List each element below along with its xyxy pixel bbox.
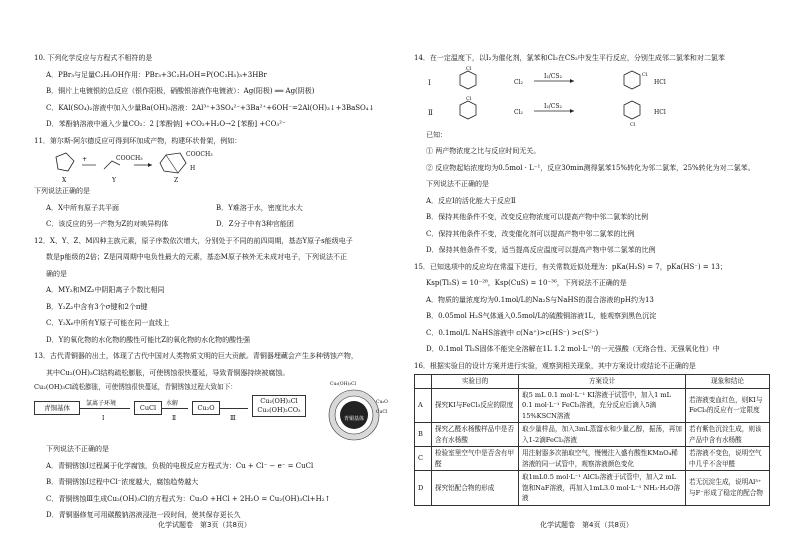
q11-stem: 11．第尔斯-阿尔德反应可得到环加成产物，构建环状骨架，例如： [34,136,242,145]
q11-ask: 下列说法正确的是 [34,187,90,195]
table-header-row [415,375,770,389]
row-id: C [415,447,432,471]
table-row [415,423,770,447]
q10-option-c: C．KAl(SO₄)₂溶液中加入少量Ba(OH)₂溶液：2Al³⁺+3SO₄²⁻+3Ba²⁺+6OH⁻=2Al(OH)₃↓+3BaSO₄↓ [46,103,375,112]
q14-known-2: ② 反应物起始浓度均为0.5mol · L⁻¹，反应30min测得氯苯15%转化为邻二氯苯，25%转化为对二氯苯。 [426,163,755,172]
q16-stem: 16．根据实验目的设计方案并进行实验，观察到相关现象，其中方案设计或结论不正确的是 [414,361,696,370]
left-page-footer: 化学试题卷 第3页（共8页） [158,521,251,529]
row-plan: 取少量样品，加入3mL蒸馏水和少量乙醇，振荡，再加入1-2滴FeCl₃溶液 [519,423,686,447]
header-id [415,375,432,389]
row-result: 若无沉淀生成，说明Al³⁺与F⁻形成了稳定的配合物 [686,471,770,506]
q13-arrow1-label: 氯离子环境 [86,400,117,407]
q13-box-cucl: CuCl [134,401,162,415]
q13-box-cu2o: Cu₂O [192,401,220,415]
q15-stem-line2: Ksp(Tl₂S) = 10⁻²⁸，Ksp(CuS) = 10⁻³⁶，下列说法不正确的是 [426,279,627,287]
row-plan: 取1mL0.5 mol·L⁻¹ AlCl₃溶液于试管中，加入2 mL饱和NaF溶液，再加入1mL3.0 mol·L⁻¹ NH₃·H₂O溶液 [519,471,686,506]
row-id: A [415,388,432,423]
q13-layer3-label: CuCl [376,410,388,415]
q11-option-d: D．Z分子中有3种官能团 [216,220,294,228]
q11-y-substituent: COOCH₃ [116,155,143,162]
q15-option-a: A．物质的量浓度均为0.1mol/L的Na₂S与NaHS的混合溶液的pH约为13 [426,295,654,304]
q11-reaction-scheme [34,149,394,183]
q13-box-bronze: 青铜基体 [34,401,80,415]
row-result: 若溶液变血红色，则KI与FeCl₃的反应有一定限度 [686,388,770,423]
row-plan: 用注射器多次抽取空气，慢慢注入盛有酸性KMnO₄稀溶液的同一试管中，观察溶液颜色变化 [519,447,686,471]
q13-arrow3-roman: Ⅲ [230,415,236,422]
q14-option-d: D．保持其他条件不变，适当提高反应温度可以提高产物中邻二氯苯的比例 [426,246,656,254]
row-result: 若有紫色沉淀生成，则该产品中含有水杨酸 [686,423,770,447]
q14-option-a: A．反应Ⅰ的活化能大于反应Ⅱ [426,196,516,205]
row-goal: 探究铝配合物的形成 [432,471,519,506]
q16-experiment-table [414,374,770,506]
q11-label-z: Z [174,177,179,184]
q13-stem-line2: 其中Cu₂(OH)₃Cl结构疏松膨胀，可使锈蚀很快蔓延，导致青铜器持续被腐蚀。 [46,368,290,377]
q13-core-label: 青铜基体 [343,416,364,422]
header-plan: 方案设计 [519,375,686,389]
q13-stem-line3: Cu₂(OH)₃Cl疏松膨胀，可使锈蚀很快蔓延，青铜锈蚀过程大致如下： [34,383,237,391]
q12-option-a: A．MY₂和MZ₂中阴阳离子个数比相同 [46,286,165,294]
q14-roman-i: Ⅰ [428,78,431,87]
q14-known-1: ① 两产物浓度之比与反应时间无关。 [426,147,541,155]
q14-option-b: B．保持其他条件不变，改变反应物浓度可以提高产物中邻二氯苯的比例 [426,213,649,221]
q13-arrow-3 [220,408,248,409]
q14-cl-label-4: Cl [630,121,636,128]
q10-option-a: A．PBr₃与足量C₂H₅OH作用：PBr₃+3C₂H₅OH=P(OC₂H₅)₃+3HBr [46,70,267,79]
q14-catalyst-1: I₂/CS₂ [544,72,562,80]
header-result: 现象和结论 [686,375,770,389]
row-goal: 检验室里空气中是否含有甲醛 [432,447,519,471]
q12-option-b: B．Y₂Z₂中含有3个σ键和2个π键 [46,302,148,311]
q13-option-c: C．青铜锈蚀Ⅲ生成Cu₂(OH)₃Cl的方程式为：Cu₂O +HCl + 2H₂O = Cu₂(OH)₃Cl+H₂↑ [46,494,331,503]
q15-option-d: D．0.1mol Tl₂S固体不能完全溶解在1L 1.2 mol·L⁻¹的一元强酸（无络合性、无强氧化性）中 [426,345,720,353]
q15-option-b: B．0.05mol H₂S气体通入0.5mol/L的硫酸铜溶液1L，能观察到黑色沉淀 [426,312,657,320]
q14-ask: 下列说法不正确的是 [426,180,489,188]
row-id: D [415,471,432,506]
table-row [415,447,770,471]
q13-arrow2-label: 水解 [166,400,179,407]
row-plan: 取5 mL 0.1 mol·L⁻¹ KI溶液于试管中，加入1 mL 0.1 mol·L⁻¹ FeCl₃溶液，充分反应后滴入5滴15%KSCN溶液 [519,388,686,423]
q11-option-b: B．Y难溶于水，密度比水大 [216,203,303,212]
q10-option-d: D．苯酚钠溶液中通入少量CO₂：2 [苯酚钠] +CO₂+H₂O→2 [苯酚] +CO₃²⁻ [46,120,286,128]
q13-product-carbonate: Cu₂(OH)₂CO₃ [257,406,301,414]
q11-z-substituent: COOCH₃ [186,151,213,158]
left-page [34,50,394,524]
q12-stem-line1: 12．X、Y、Z、M四种主族元素，原子序数依次增大，分别处于不同的前四周期，基态Y原子s能级电子 [34,236,353,245]
q11-label-x: X [62,177,67,184]
row-goal: 探究KI与FeCl₃反应的限度 [432,388,519,423]
q14-hcl-2: HCl [654,108,666,116]
q14-stem: 14．在一定温度下，以I₂为催化剂，氯苯和Cl₂在CS₂中发生平行反应，分别生成邻二氯苯和对二氯苯 [414,54,725,62]
q10-option-b: B．铜片上电镀银的总反应（银作阳极，硝酸银溶液作电镀液）：Ag(阳极) ══ Ag(阴极) [46,87,315,95]
q13-ask: 下列说法不正确的是 [46,445,109,453]
q14-cl2-2: Cl₂ [514,108,523,116]
table-row [415,471,770,506]
q12-option-d: D．Y的氧化物的水化物的酸性可能比Z的氧化物的水化物的酸性强 [46,335,251,344]
svg-text:+: + [82,156,88,163]
q14-hcl-1: HCl [654,78,666,86]
row-goal: 探究乙醛水杨酸样品中是否含有水杨酸 [432,423,519,447]
q13-option-a: A．青铜锈蚀Ⅰ过程属于化学腐蚀，负极的电极反应方程式为：Cu + Cl⁻ − e⁻ = CuCl [46,461,314,470]
q14-catalyst-2: I₂/CS₂ [544,102,562,110]
q14-option-c: C．保持其他条件不变，改变催化剂可以提高产物中邻二氯苯的比例 [426,229,635,238]
q12-option-c: C．Y₂X₆中所有Y原子可能在同一直线上 [46,319,170,327]
q11-options-cd [34,216,394,233]
q14-cl-label-2: Cl [642,71,648,78]
q13-arrow1-roman: Ⅰ [102,415,105,422]
q13-product-chloride: Cu₂(OH)₃Cl [260,397,298,405]
q13-corrosion-diagram [34,381,394,441]
q13-option-d: D．青铜器修复可用碳酸钠溶液浸泡一段时间，使其保存更长久 [46,511,241,519]
q10-stem: 10. 下列化学反应与方程式不相符的是 [34,54,153,62]
q15-stem-line1: 15．已知选项中的反应均在常温下进行，有关常数近似处理为：pKa(H₂S) = 7，pKa(HS⁻) = 13； [414,262,727,271]
table-row [415,388,770,423]
right-page-footer: 化学试题卷 第4页（共8页） [540,521,633,529]
q11-label-y: Y [112,177,116,184]
q11-options-ab [34,200,394,217]
q13-stem-line1: 13．古代青铜器的出土，体现了古代中国对人类物质文明的巨大贡献。青铜器埋藏会产生多种锈蚀产物， [34,352,358,360]
q15-option-c: C．0.1mol/L NaHS溶液中 c(Na⁺)>c(HS⁻) >c(S²⁻) [426,328,599,337]
q13-arrow2-roman: Ⅱ [172,415,177,422]
q13-layer2-label: Cu₂O [376,400,388,405]
q12-stem-line3: 确的是 [46,269,67,278]
q14-known: 已知： [426,130,447,139]
q11-option-c: C．该反应的另一产物为Z的对映异构体 [46,220,169,228]
q14-reaction-scheme [414,67,770,127]
q11-option-a: A．X中所有原子共平面 [46,203,120,212]
row-id: B [415,423,432,447]
q12-stem-line2: 数是p能级的2倍；Z是同周期中电负性最大的元素，基态M原子核外无未成对电子，下列说法不正 [46,253,347,261]
q13-option-b: B．青铜锈蚀Ⅰ过程中Cl⁻浓度越大，腐蚀趋势越大 [46,478,199,486]
q14-cl2-1: Cl₂ [514,78,523,86]
q14-roman-ii: Ⅱ [428,108,433,117]
right-page [414,50,770,506]
row-result: 若溶液不变色，说明空气中几乎不含甲醛 [686,447,770,471]
header-goal: 实验目的 [432,375,519,389]
q14-cl-label-3: Cl [466,95,472,102]
q13-box-products [252,395,306,417]
q14-cl-label-1: Cl [466,65,472,72]
q11-z-h-label: H [190,165,196,172]
q13-layer1-label: Cu₂(OH)₃Cl [330,382,356,387]
